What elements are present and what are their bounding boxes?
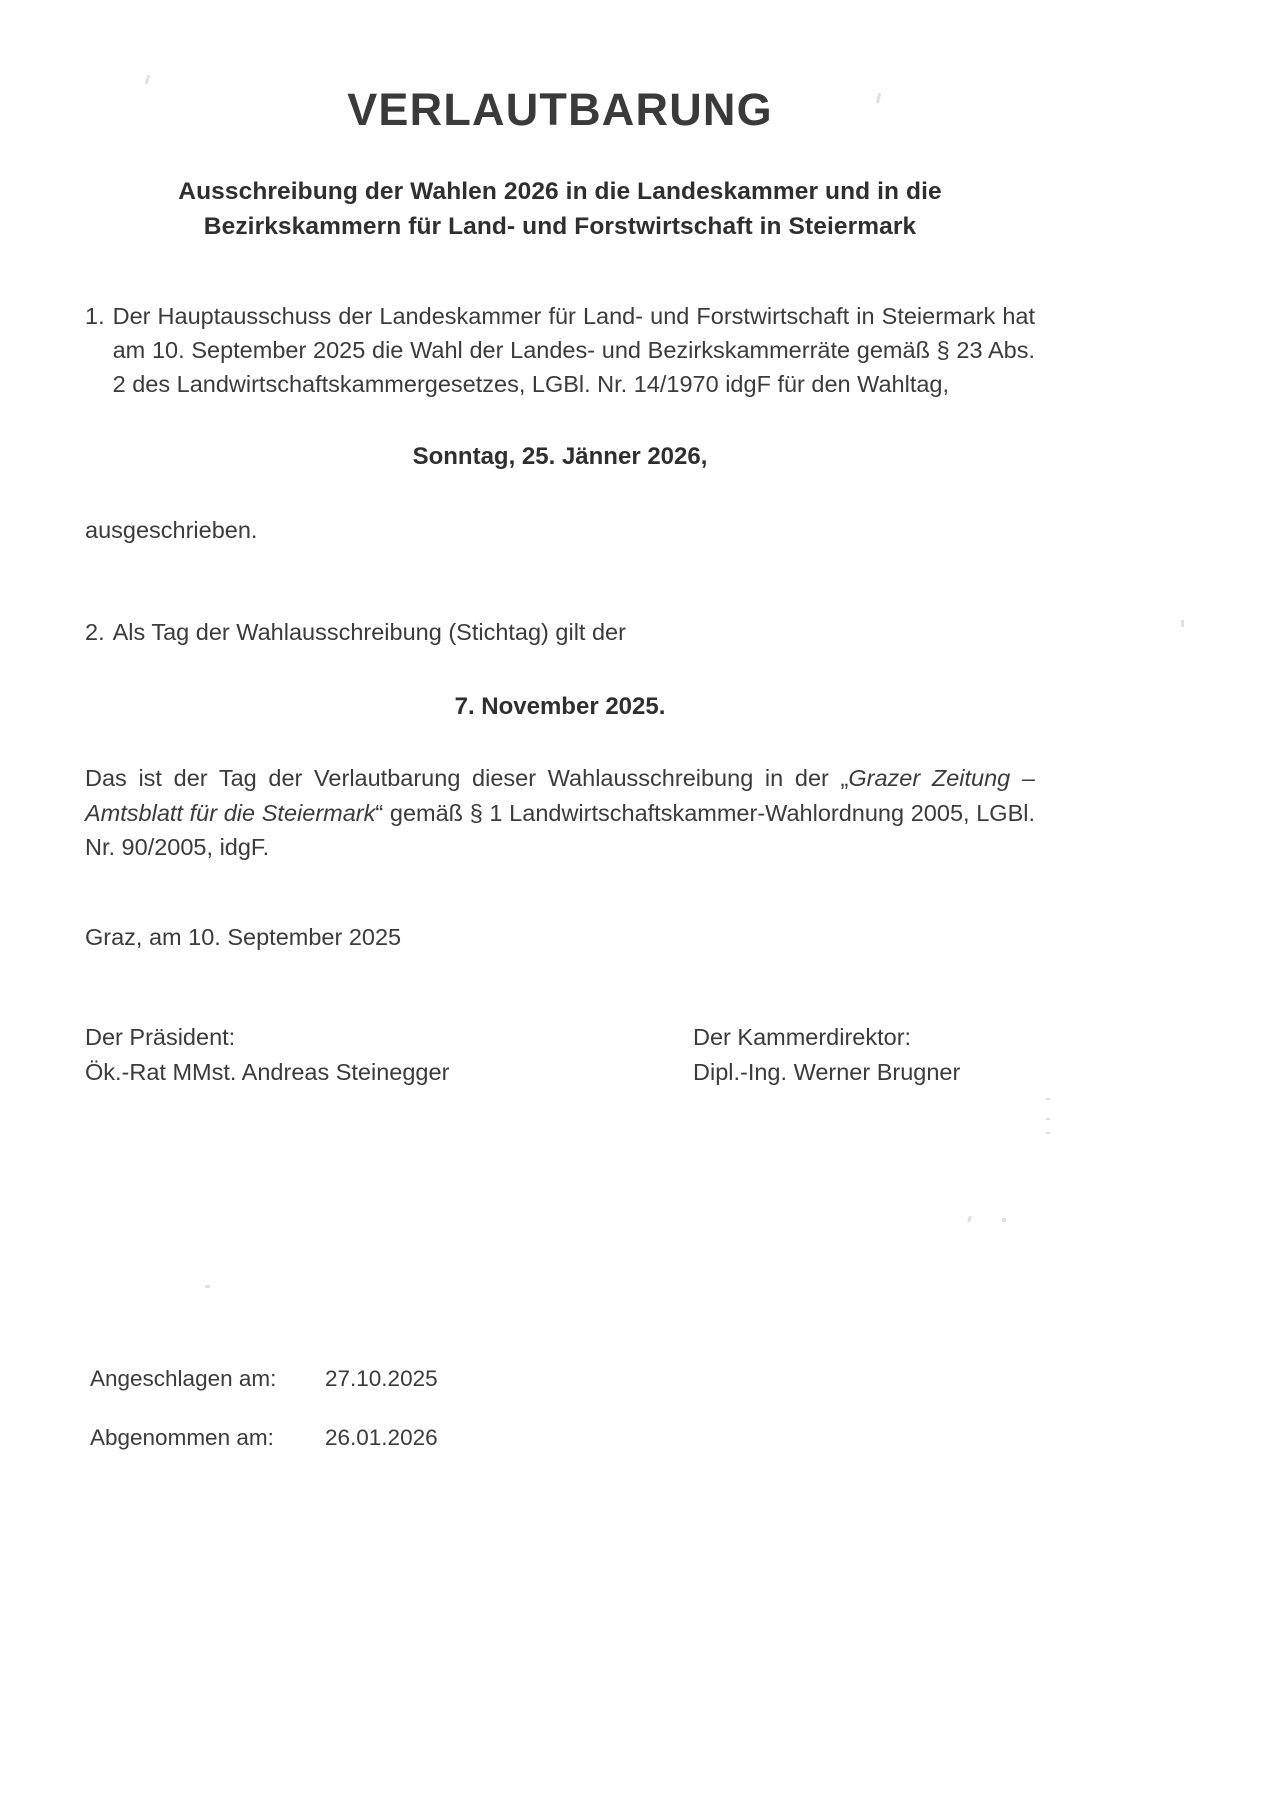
abgenommen-label: Abgenommen am: — [90, 1424, 274, 1450]
posting-block — [90, 1368, 438, 1485]
subtitle-line-2: Bezirkskammern für Land- und Forstwirtschaft in Steiermark — [203, 213, 917, 241]
clause-2-text: Als Tag der Wahlausschreibung (Stichtag) gilt der — [112, 619, 626, 645]
scan-speck — [967, 1216, 972, 1223]
signature-kammerdirektor — [693, 1020, 1035, 1088]
scan-speck — [1181, 620, 1184, 627]
clause-2 — [85, 547, 1035, 649]
document-subtitle — [85, 133, 1035, 245]
clause-2-number: 2. — [85, 619, 105, 645]
stichtag-date: 7. November 2025. — [454, 693, 666, 721]
president-role: Der Präsident: — [85, 1024, 236, 1051]
clause-1-number: 1. — [85, 302, 105, 329]
clause-1 — [85, 245, 1035, 402]
scan-speck — [1002, 1218, 1006, 1222]
place-and-date: Graz, am 10. September 2025 — [85, 924, 402, 951]
kammerdirektor-role: Der Kammerdirektor: — [693, 1024, 912, 1051]
ausgeschrieben-text: ausgeschrieben. — [85, 516, 258, 543]
kammerdirektor-name: Dipl.-Ing. Werner Brugner — [693, 1058, 961, 1085]
president-name: Ök.-Rat MMst. Andreas Steinegger — [85, 1058, 450, 1085]
quote-close: “ — [375, 799, 384, 826]
paragraph-part-1: Das ist der Tag der Verlautbarung dieser Wahlausschreibung in der — [85, 765, 841, 792]
scan-speck — [1046, 1132, 1050, 1134]
angeschlagen-date: 27.10.2025 — [325, 1366, 438, 1391]
document-content — [85, 0, 1035, 1089]
quote-open: „ — [840, 765, 849, 792]
subtitle-line-1: Ausschreibung der Wahlen 2026 in die Landeskammer und in die — [178, 178, 942, 206]
clause-1-text: Der Hauptausschuss der Landeskammer für Land- und Forstwirtschaft in Steiermark hat am 10. September 2025 die Wahl der Landes- und Bezirkskammerräte gemäß § 23 Abs. 2 des Landwirtschaftskammergesetzes, LGBl. Nr. 14/1970 idgF für den Wahltag, — [112, 302, 1035, 398]
signature-president — [85, 1020, 693, 1088]
scan-speck — [1046, 1098, 1050, 1100]
election-date: Sonntag, 25. Jänner 2026, — [412, 442, 708, 470]
page-title: VERLAUTBARUNG — [347, 84, 773, 135]
paragraph-part-2: gemäß § 1 Landwirtschaftskammer-Wahlordnung 2005, LGBl. Nr. 90/2005, idgF. — [85, 799, 1035, 860]
posting-row-abgenommen — [90, 1424, 438, 1450]
newspaper-name: Grazer Zeitung – Amtsblatt für die Steiermark — [85, 765, 1035, 826]
paragraph-verlautbarung — [85, 721, 1035, 864]
angeschlagen-label: Angeschlagen am: — [90, 1366, 277, 1391]
abgenommen-date: 26.01.2026 — [325, 1424, 438, 1450]
signature-block — [85, 954, 1035, 1088]
scan-speck — [1046, 1118, 1050, 1120]
posting-row-angeschlagen — [90, 1368, 438, 1391]
scan-speck — [205, 1285, 210, 1288]
